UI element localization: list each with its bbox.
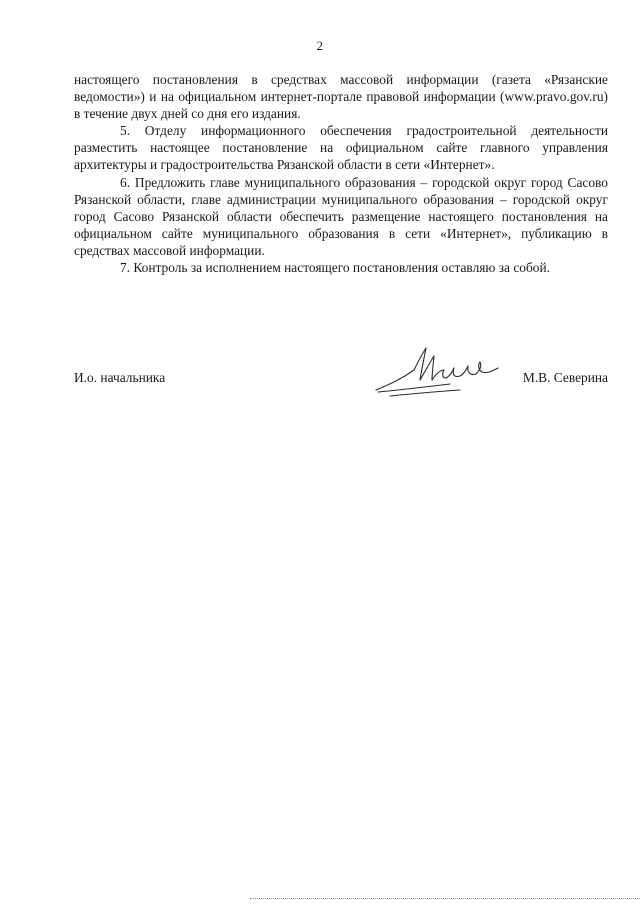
paragraph-item-5: 5. Отделу информационного обеспечения градостроительной деятельности разместить настоящее постановление на официальном сайте главного управления архитектуры и градостроительства Рязанской области в сети «Интернет». <box>74 123 608 173</box>
signature-block <box>74 364 608 404</box>
signer-position: И.о. начальника <box>74 370 166 385</box>
handwritten-signature <box>370 340 500 400</box>
signer-name: М.В. Северина <box>522 370 608 385</box>
page-number: 2 <box>316 38 324 53</box>
document-body <box>74 71 608 276</box>
scan-edge-line <box>250 898 640 899</box>
paragraph-item-6: 6. Предложить главе муниципального образования – городской округ город Сасово Рязанской области, главе администрации муниципального образования – городской округ город Сасово Рязанской области обеспечить размещение настоящего постановления на официальном сайте муниципального образования в сети «Интернет», публикацию в средствах массовой информации. <box>74 174 608 258</box>
paragraph-item-7: 7. Контроль за исполнением настоящего постановления оставляю за собой. <box>120 260 551 276</box>
paragraph-continuation: настоящего постановления в средствах массовой информации (газета «Рязанские ведомости») и на официальном интернет-портале правовой информации (www.pravo.gov.ru) в течение двух дней со дня его издания. <box>74 72 608 122</box>
